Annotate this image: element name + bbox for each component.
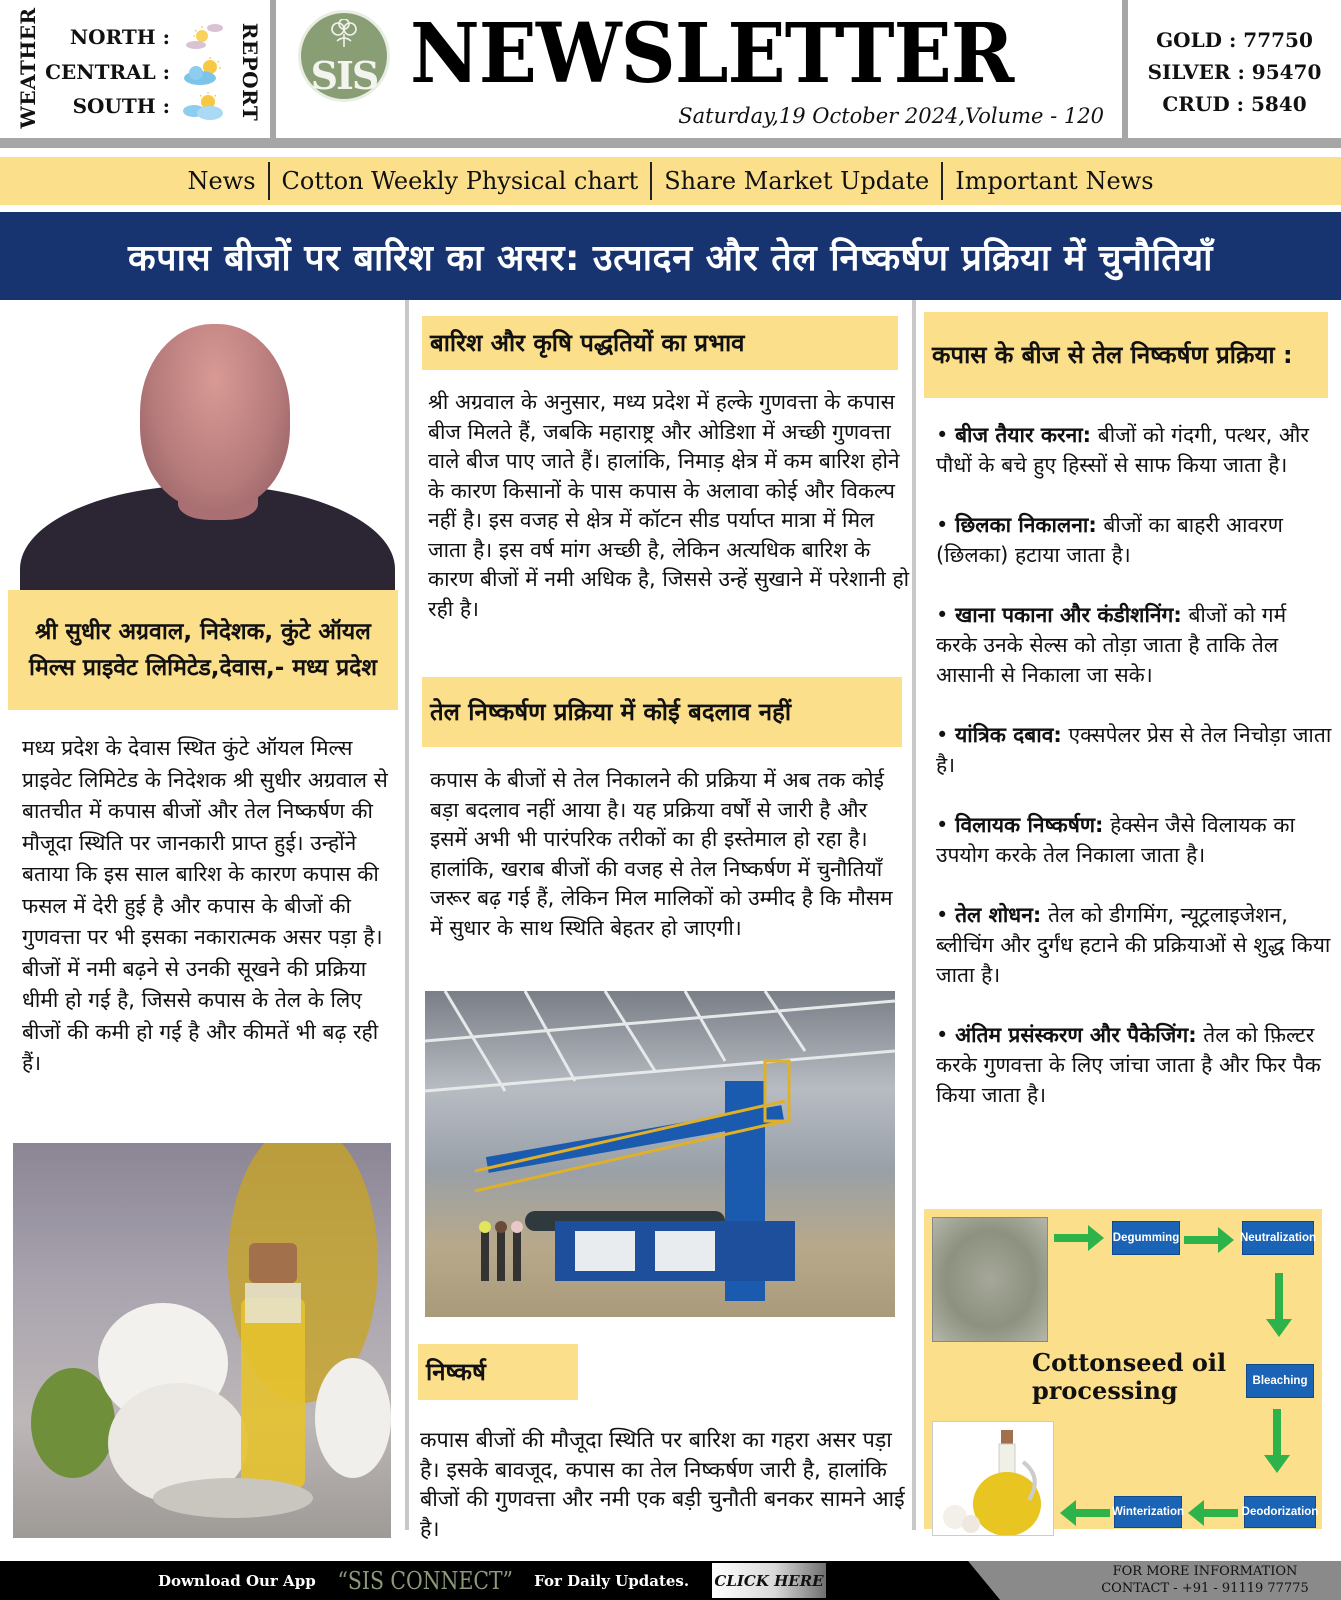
process-steps-list	[936, 420, 1332, 1110]
stage-winterization: Winterization	[1114, 1496, 1182, 1528]
arrow-down-icon	[1264, 1273, 1294, 1339]
process-step: • तेल शोधन: तेल को डीगमिंग, न्यूट्रलाइजेशन, ब्लीचिंग और दुर्गंध हटाने की प्रक्रियाओं से शुद्ध किया जाता है।	[936, 903, 1331, 987]
process-step: • यांत्रिक दबाव: एक्सपेलर प्रेस से तेल निचोड़ा जाता है।	[936, 723, 1332, 777]
commodity-prices	[1128, 0, 1341, 138]
cottonseed-oil-flowchart	[924, 1209, 1322, 1529]
section-nav	[0, 157, 1341, 205]
portrait-caption: श्री सुधीर अग्रवाल, निदेशक, कुंटे ऑयल मिल्स प्राइवेट लिमिटेड,देवास,- मध्य प्रदेश	[8, 590, 398, 710]
sun-behind-clouds-icon	[180, 22, 226, 52]
arrow-left-icon	[1186, 1498, 1238, 1528]
weather-report	[0, 0, 270, 138]
partly-cloudy-icon	[180, 91, 226, 121]
newsletter-title: NEWSLETTER	[410, 6, 1014, 102]
cotton-oil-photo	[13, 1143, 391, 1538]
weather-region-label: CENTRAL :	[45, 60, 170, 84]
arrow-down-icon	[1262, 1409, 1292, 1475]
partly-cloudy-icon	[180, 57, 226, 87]
no-change-paragraph: कपास के बीजों से तेल निकालने की प्रक्रिया में अब तक कोई बड़ा बदलाव नहीं आया है। यह प्रक्रिया वर्षों से जारी है और इसमें अभी भी पारंपरिक तरीकों का ही इस्तेमाल हो रहा है। हालांकि, खराब बीजों की वजह से तेल निष्कर्षण में चुनौतियाँ जरूर बढ़ गई हैं, लेकिन मिल मालिकों को उम्मीद है कि मौसम में सुधार के साथ स्थिति बेहतर हो जाएगी।	[430, 768, 893, 940]
sis-logo: SIS	[298, 10, 390, 102]
conclusion-paragraph: कपास बीजों की मौजूदा स्थिति पर बारिश का गहरा असर पड़ा है। इसके बावजूद, कपास का तेल निष्कर्षण जारी है, हालांकि बीजों की गुणवत्ता और नमी एक बड़ी चुनौती बनकर सामने आई है।	[420, 1428, 905, 1542]
column-divider	[405, 300, 409, 1530]
flowchart-title: Cottonseed oil processing	[1032, 1348, 1227, 1405]
masthead	[276, 0, 1122, 138]
section-heading-conclusion: निष्कर्ष	[418, 1344, 578, 1400]
app-name: “SIS CONNECT”	[337, 1566, 513, 1595]
header-bottom-rule	[0, 138, 1341, 148]
crude-price: CRUD : 5840	[1162, 92, 1307, 116]
rain-impact-paragraph: श्री अग्रवाल के अनुसार, मध्य प्रदेश में हल्के गुणवत्ता के कपास बीज मिलते हैं, जबकि महाराष्ट्र और ओडिशा में अच्छी गुणवत्ता वाले बीज पाए जाते हैं। हालांकि, निमाड़ क्षेत्र में कम बारिश होने के कारण किसानों के पास कपास के अलावा कोई और विकल्प नहीं है। इस वजह से क्षेत्र में कॉटन सीड पर्याप्त मात्रा में मिल जाता है। इस वर्ष मांग अच्छी है, लेकिन अत्यधिक बारिश के कारण बीजों में नमी अधिक है, जिससे उन्हें सुखाने में परेशानी हो रही है।	[428, 390, 910, 621]
arrow-right-icon	[1054, 1223, 1106, 1253]
section-heading-no-change: तेल निष्कर्षण प्रक्रिया में कोई बदलाव नहीं	[422, 677, 902, 747]
stage-neutralization: Neutralization	[1242, 1221, 1314, 1255]
click-here-button[interactable]: CLICK HERE	[712, 1563, 826, 1598]
weather-region-label: SOUTH :	[72, 94, 170, 118]
arrow-left-icon	[1058, 1498, 1110, 1528]
process-step: • छिलका निकालना: बीजों का बाहरी आवरण (छिलका) हटाया जाता है।	[936, 513, 1283, 567]
gold-price: GOLD : 77750	[1156, 28, 1313, 52]
newsletter-header	[0, 0, 1341, 140]
contact-info: FOR MORE INFORMATION CONTACT - +91 - 91119 77775	[1080, 1563, 1330, 1597]
process-step: • बीज तैयार करना: बीजों को गंदगी, पत्थर, और पौधों के बचे हुए हिस्सों से साफ किया जाता है।	[936, 423, 1309, 477]
section-heading-process: कपास के बीज से तेल निष्कर्षण प्रक्रिया :	[924, 312, 1328, 398]
process-step: • खाना पकाना और कंडीशनिंग: बीजों को गर्म करके उनके सेल्स को तोड़ा जाता है ताकि तेल आसानी से निकाला जा सके।	[936, 603, 1287, 687]
weather-row-north	[10, 22, 226, 52]
contact-phone: CONTACT - +91 - 91119 77775	[1101, 1581, 1309, 1596]
oil-bottle-image	[932, 1421, 1054, 1536]
cottonseed-image	[932, 1217, 1048, 1342]
weather-row-south	[10, 91, 226, 121]
silver-price: SILVER : 95470	[1147, 60, 1322, 84]
report-label: REPORT	[238, 22, 262, 122]
stage-degumming: Degumming	[1112, 1221, 1180, 1255]
oil-mill-factory-photo	[425, 991, 895, 1317]
weather-label: WEATHER	[16, 7, 41, 129]
main-headline: कपास बीजों पर बारिश का असर: उत्पादन और तेल निष्कर्षण प्रक्रिया में चुनौतियाँ	[128, 237, 1213, 279]
nav-share-market-update[interactable]: Share Market Update	[664, 167, 930, 195]
app-promo: Download Our App “SIS CONNECT” For Daily Updates.	[158, 1566, 690, 1595]
director-portrait	[10, 310, 395, 590]
arrow-right-icon	[1184, 1225, 1236, 1255]
headline-banner	[0, 212, 1341, 300]
weather-region-label: NORTH :	[69, 25, 170, 49]
process-step: • अंतिम प्रसंस्करण और पैकेजिंग: तेल को फ़िल्टर करके गुणवत्ता के लिए जांचा जाता है और फिर पैक किया जाता है।	[936, 1023, 1321, 1107]
stage-deodorization: Deodorization	[1244, 1496, 1316, 1528]
nav-news[interactable]: News	[187, 167, 256, 195]
weather-row-central	[10, 57, 226, 87]
dateline: Saturday,19 October 2024,Volume - 120	[678, 104, 1104, 128]
column-divider	[912, 300, 916, 1530]
nav-important-news[interactable]: Important News	[955, 167, 1154, 195]
process-step: • विलायक निष्कर्षण: हेक्सेन जैसे विलायक का उपयोग करके तेल निकाला जाता है।	[936, 813, 1295, 867]
nav-cotton-weekly-physical-chart[interactable]: Cotton Weekly Physical chart	[281, 167, 639, 195]
intro-paragraph: मध्य प्रदेश के देवास स्थित कुंटे ऑयल मिल्स प्राइवेट लिमिटेड के निदेशक श्री सुधीर अग्रवाल से बातचीत में कपास बीजों और तेल निष्कर्षण की मौजूदा स्थिति पर जानकारी प्राप्त हुई। उन्होंने बताया कि इस साल बारिश के कारण कपास की फसल में देरी हुई है और कपास के बीजों की गुणवत्ता पर भी इसका नकारात्मक असर पड़ा है। बीजों में नमी बढ़ने से उनकी सूखने की प्रक्रिया धीमी हो गई है, जिससे कपास के तेल के लिए बीजों की कमी हो गई है और कीमतें भी बढ़ रही हैं।	[22, 736, 388, 1075]
section-heading-rain-impact: बारिश और कृषि पद्धतियों का प्रभाव	[422, 316, 898, 370]
cotton-flower-icon	[328, 19, 360, 49]
stage-bleaching: Bleaching	[1246, 1364, 1314, 1398]
